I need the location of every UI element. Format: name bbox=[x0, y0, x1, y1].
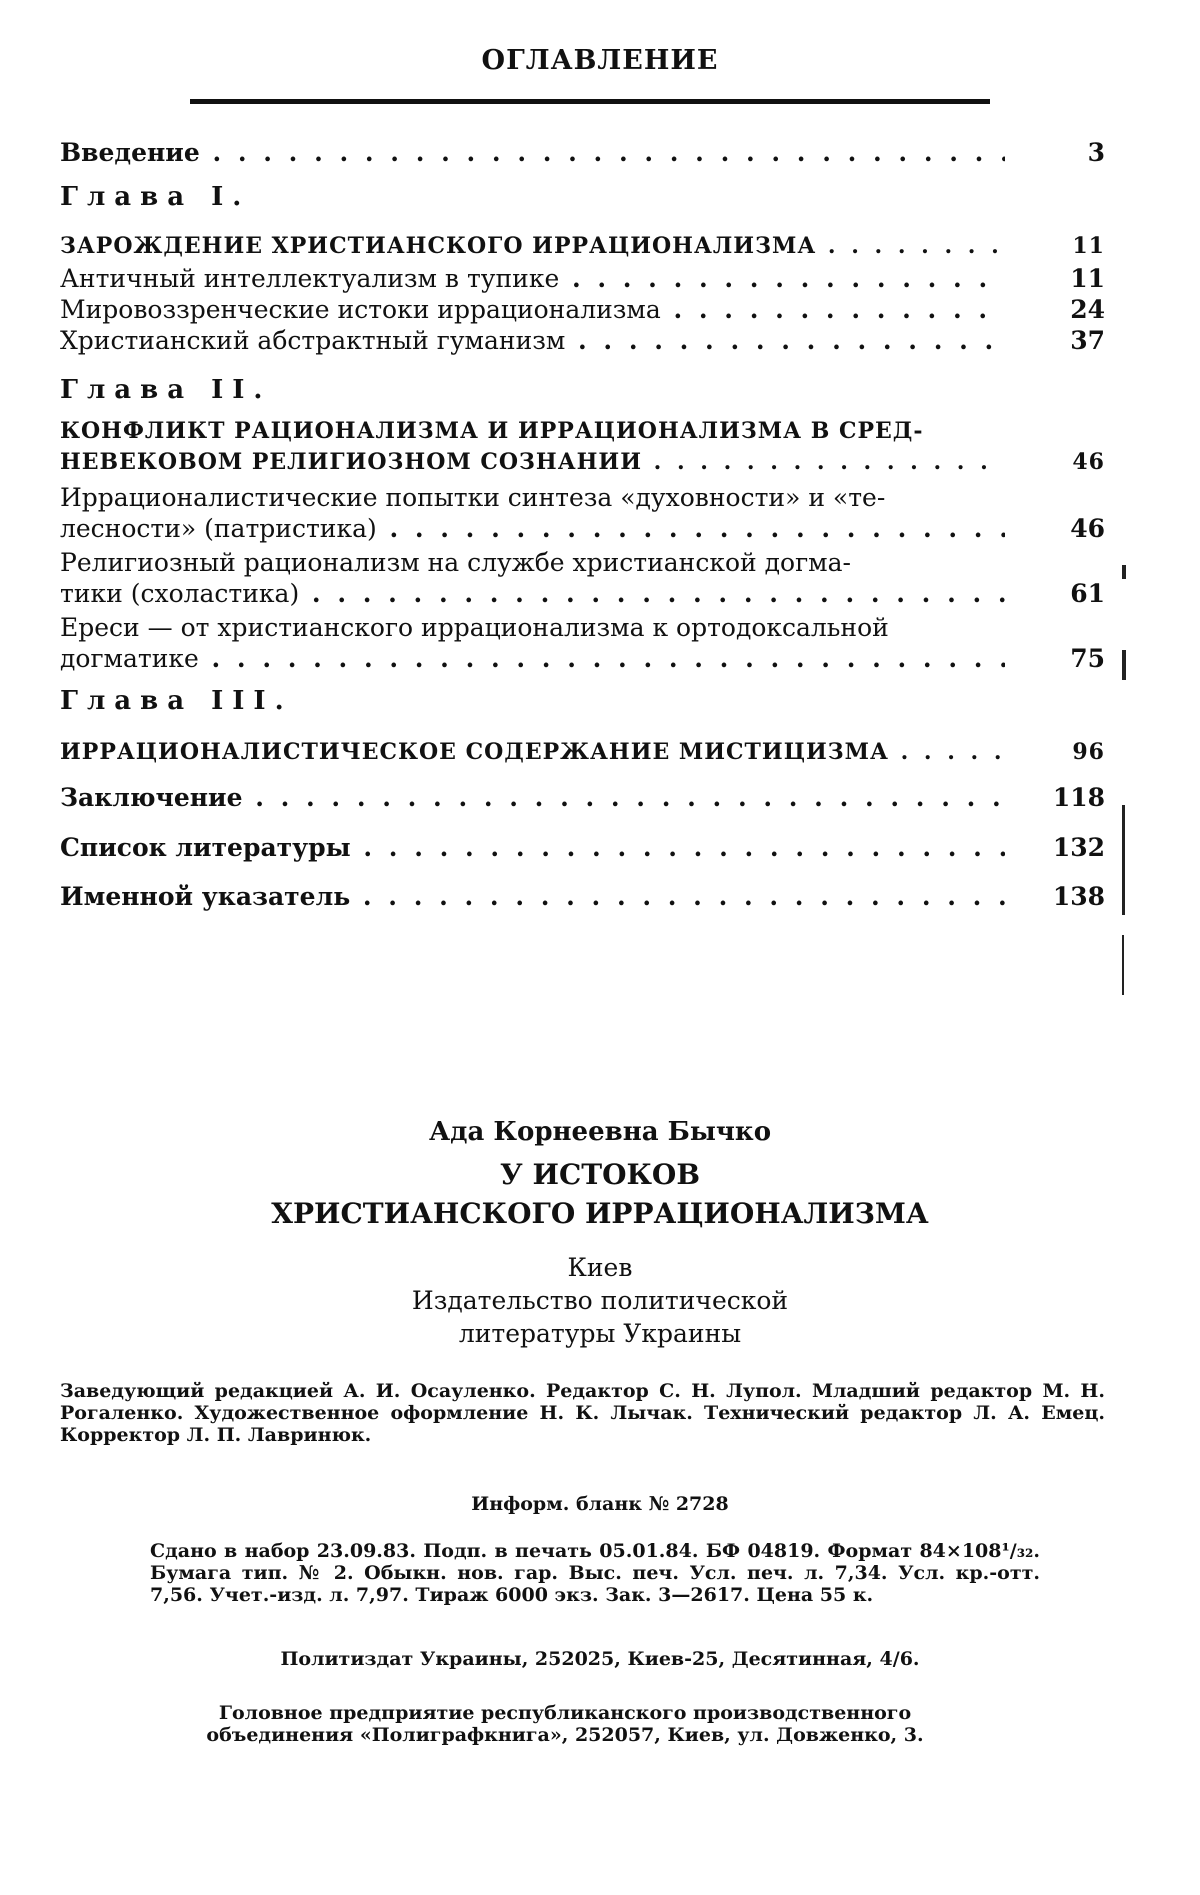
toc-entry-title: ИРРАЦИОНАЛИСТИЧЕСКОЕ СОДЕРЖАНИЕ МИСТИЦИЗМА . . . bbox=[60, 737, 1005, 768]
publisher-address: Политиздат Украины, 252025, Киев-25, Десятинная, 4/6. bbox=[280, 1648, 920, 1670]
toc-entry-section[interactable] bbox=[60, 294, 1105, 325]
toc-entry-page: 24 bbox=[1070, 295, 1105, 324]
scan-artifact bbox=[1122, 565, 1126, 579]
toc-entry-title-line2: лесности» (патристика) . . . bbox=[60, 513, 1005, 544]
toc-entry-intro[interactable] bbox=[60, 137, 1105, 168]
publisher-name-line1: Издательство политической bbox=[411, 1286, 789, 1315]
toc-entry-page: 96 bbox=[1072, 739, 1105, 765]
toc-entry-title-line1: Религиозный рационализм на службе христианской догма- bbox=[60, 548, 851, 577]
toc-entry-page: 132 bbox=[1052, 833, 1105, 862]
editorial-credits: Заведующий редакцией А. И. Осауленко. Редактор С. Н. Лупол. Младший редактор М. Н. Рогаленко. Художественное оформление Н. К. Лычак. Технический редактор Л. А. Емец. Корректор Л. П. Лавринюк. bbox=[60, 1380, 1105, 1446]
toc-entry-title-line2: НЕВЕКОВОМ РЕЛИГИОЗНОМ СОЗНАНИИ . . . bbox=[60, 447, 1005, 478]
toc-entry-title-line1: КОНФЛИКТ РАЦИОНАЛИЗМА И ИРРАЦИОНАЛИЗМА В СРЕД- bbox=[60, 418, 924, 444]
toc-entry-section[interactable] bbox=[60, 547, 1105, 609]
toc-entry-conclusion[interactable] bbox=[60, 782, 1105, 813]
toc-entry-title: Античный интеллектуализм в тупике . . . bbox=[60, 263, 1005, 294]
scan-artifact bbox=[1122, 935, 1124, 995]
toc-entry-page: 11 bbox=[1072, 233, 1105, 259]
book-title-line1: У ИСТОКОВ bbox=[500, 1158, 700, 1191]
toc-entry-title: ЗАРОЖДЕНИЕ ХРИСТИАНСКОГО ИРРАЦИОНАЛИЗМА . . . bbox=[60, 231, 1005, 262]
toc-entry-chapter-heading[interactable] bbox=[60, 416, 1105, 478]
toc-entry-section[interactable] bbox=[60, 263, 1105, 294]
toc-entry-chapter-heading[interactable] bbox=[60, 231, 1105, 262]
book-title-line2: ХРИСТИАНСКОГО ИРРАЦИОНАЛИЗМА bbox=[271, 1197, 929, 1230]
chapter-label: Глава I. bbox=[60, 182, 251, 212]
toc-entry-title: Введение . . . bbox=[60, 137, 1005, 168]
toc-entry-page: 75 bbox=[1070, 644, 1105, 673]
toc-entry-section[interactable] bbox=[60, 325, 1105, 356]
scan-artifact bbox=[1122, 805, 1125, 915]
publisher-name-line2: литературы Украины bbox=[458, 1319, 742, 1348]
toc-entry-title-line2: догматике . . . bbox=[60, 643, 1005, 674]
toc-entry-title-line1: Иррационалистические попытки синтеза «духовности» и «те- bbox=[60, 483, 886, 512]
toc-entry-page: 61 bbox=[1070, 579, 1105, 608]
toc-entry-bibliography[interactable] bbox=[60, 832, 1105, 863]
toc-entry-page: 138 bbox=[1052, 882, 1105, 911]
toc-entry-title: Список литературы . . . bbox=[60, 832, 1005, 863]
toc-entry-title: Мировоззренческие истоки иррационализма . . . bbox=[60, 294, 1005, 325]
toc-entry-page: 46 bbox=[1070, 514, 1105, 543]
toc-entry-page: 46 bbox=[1072, 449, 1105, 475]
toc-entry-title: Заключение . . . bbox=[60, 782, 1005, 813]
table-of-contents bbox=[60, 0, 1105, 960]
toc-entry-section[interactable] bbox=[60, 482, 1105, 544]
toc-entry-title: Христианский абстрактный гуманизм . . . bbox=[60, 325, 1005, 356]
toc-entry-chapter-heading[interactable] bbox=[60, 737, 1105, 768]
toc-entry-page: 37 bbox=[1070, 326, 1105, 355]
toc-entry-index[interactable] bbox=[60, 881, 1105, 912]
toc-entry-section[interactable] bbox=[60, 612, 1105, 674]
toc-entry-title: Именной указатель . . . bbox=[60, 881, 1005, 912]
book-author: Ада Корнеевна Бычко bbox=[428, 1117, 772, 1147]
info-form-number: Информ. бланк № 2728 bbox=[471, 1493, 729, 1515]
printer-info: Головное предприятие республиканского производственного объединения «Полиграфкнига», 252057, Киев, ул. Довженко, 3. bbox=[206, 1702, 924, 1746]
chapter-label: Глава II. bbox=[60, 375, 272, 405]
toc-entry-title-line2: тики (схоластика) . . . bbox=[60, 578, 1005, 609]
publication-city: Киев bbox=[567, 1253, 633, 1282]
chapter-label: Глава III. bbox=[60, 686, 293, 716]
toc-entry-page: 3 bbox=[1087, 138, 1105, 167]
toc-entry-title-line1: Ереси — от христианского иррационализма к ортодоксальной bbox=[60, 613, 889, 642]
toc-entry-page: 11 bbox=[1070, 264, 1105, 293]
scan-artifact bbox=[1122, 650, 1126, 680]
print-specifications: Сдано в набор 23.09.83. Подп. в печать 05.01.84. БФ 04819. Формат 84×108¹/₃₂. Бумага тип. № 2. Обыкн. нов. гар. Выс. печ. Усл. печ. л. 7,34. Усл. кр.-отт. 7,56. Учет.-изд. л. 7,97. Тираж 6000 экз. Зак. 3—2617. Цена 55 к. bbox=[150, 1540, 1040, 1606]
toc-entry-page: 118 bbox=[1052, 783, 1105, 812]
page-title: ОГЛАВЛЕНИЕ bbox=[481, 45, 719, 76]
